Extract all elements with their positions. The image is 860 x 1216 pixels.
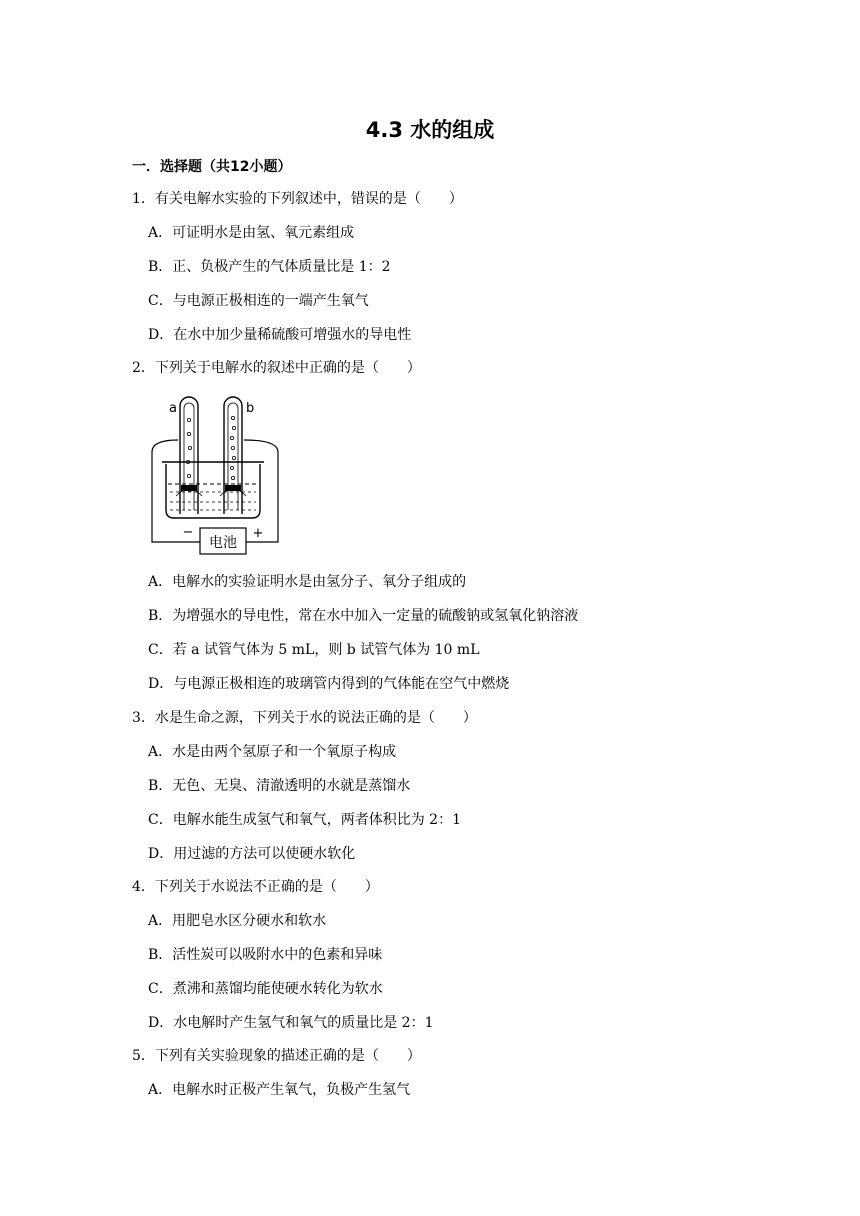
question-2-stem: 2．下列关于电解水的叙述中正确的是（ ）: [132, 360, 421, 376]
battery-label: 电池: [209, 535, 237, 551]
question-1-option-b: B．正、负极产生的气体质量比是 1：2: [148, 259, 391, 275]
minus-sign: −: [182, 525, 194, 540]
section-heading: 一．选择题（共12小题）: [132, 159, 292, 175]
plus-sign: +: [252, 526, 264, 541]
question-1-option-c: C．与电源正极相连的一端产生氧气: [148, 293, 369, 309]
question-1-stem: 1．有关电解水实验的下列叙述中，错误的是（ ）: [132, 191, 463, 207]
question-4-option-c: C．煮沸和蒸馏均能使硬水转化为软水: [148, 981, 383, 997]
question-2-option-c: C．若 a 试管气体为 5 mL，则 b 试管气体为 10 mL: [148, 642, 480, 658]
electrolysis-apparatus-figure: [148, 392, 283, 557]
question-2-option-d: D．与电源正极相连的玻璃管内得到的气体能在空气中燃烧: [148, 676, 510, 692]
tube-label-a: a: [169, 401, 177, 416]
question-3-option-a: A．水是由两个氢原子和一个氧原子构成: [148, 744, 397, 760]
question-3-stem: 3．水是生命之源，下列关于水的说法正确的是（ ）: [132, 710, 477, 726]
question-2-option-a: A．电解水的实验证明水是由氢分子、氧分子组成的: [148, 574, 467, 590]
page-title: 4.3 水的组成: [365, 118, 495, 142]
question-3-option-d: D．用过滤的方法可以使硬水软化: [148, 846, 356, 862]
question-1-option-d: D．在水中加少量稀硫酸可增强水的导电性: [148, 327, 412, 343]
question-4-stem: 4．下列关于水说法不正确的是（ ）: [132, 879, 379, 895]
tube-label-b: b: [246, 401, 255, 416]
question-4-option-d: D．水电解时产生氢气和氧气的质量比是 2：1: [148, 1015, 434, 1031]
question-2-option-b: B．为增强水的导电性，常在水中加入一定量的硫酸钠或氢氧化钠溶液: [148, 608, 579, 624]
question-4-option-a: A．用肥皂水区分硬水和软水: [148, 913, 327, 929]
question-1-option-a: A．可证明水是由氢、氧元素组成: [148, 225, 355, 241]
question-3-option-c: C．电解水能生成氢气和氧气，两者体积比为 2：1: [148, 812, 461, 828]
question-5-option-a: A．电解水时正极产生氧气，负极产生氢气: [148, 1082, 411, 1098]
question-5-stem: 5．下列有关实验现象的描述正确的是（ ）: [132, 1048, 421, 1064]
question-4-option-b: B．活性炭可以吸附水中的色素和异味: [148, 947, 383, 963]
question-3-option-b: B．无色、无臭、清澈透明的水就是蒸馏水: [148, 778, 411, 794]
